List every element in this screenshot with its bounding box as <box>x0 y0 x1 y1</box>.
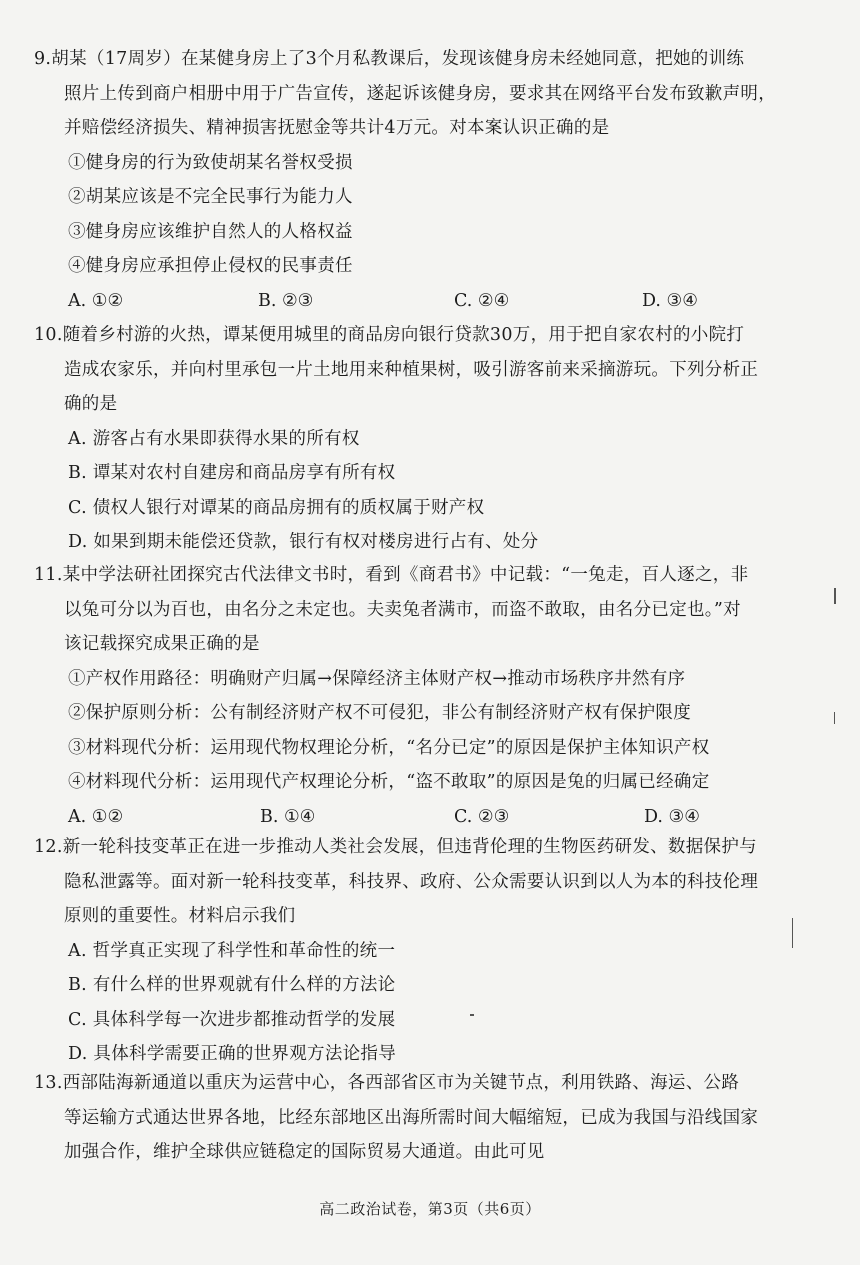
question-stem-line: 以兔可分以为百也，由名分之未定也。夫卖兔者满市，而盗不敢取，由名分已定也。”对 <box>64 599 741 620</box>
question-number: 13. <box>34 1073 63 1093</box>
question-number: 10. <box>34 325 63 345</box>
statement: ③健身房应该维护自然人的人格权益 <box>68 221 353 242</box>
question-stem-line <box>34 558 828 593</box>
question-stem-line <box>34 1066 828 1101</box>
scan-speck <box>834 712 835 724</box>
question-13 <box>34 1066 828 1170</box>
option-a[interactable]: A. 哲学真正实现了科学性和革命性的统一 <box>68 940 396 961</box>
question-stem-line: 等运输方式通达世界各地，比经东部地区出海所需时间大幅缩短，已成为我国与沿线国家 <box>64 1107 759 1128</box>
question-stem-line <box>34 318 828 353</box>
option-c[interactable]: C. 债权人银行对谭某的商品房拥有的质权属于财产权 <box>68 497 485 518</box>
statement: ④健身房应承担停止侵权的民事责任 <box>68 256 353 276</box>
stem-text: 胡某（17周岁）在某健身房上了3个月私教课后，发现该健身房未经她同意，把她的训练 <box>51 49 745 69</box>
scan-speck <box>470 1014 474 1016</box>
question-number: 11. <box>34 565 63 585</box>
scan-speck <box>792 918 793 948</box>
option-b[interactable]: B. 谭某对农村自建房和商品房享有所有权 <box>68 463 396 483</box>
choices-row <box>34 800 828 835</box>
option-b[interactable]: B. 有什么样的世界观就有什么样的方法论 <box>68 975 396 995</box>
scan-speck <box>834 588 836 604</box>
option-a[interactable]: A. 游客占有水果即获得水果的所有权 <box>68 428 360 449</box>
statement: ②保护原则分析：公有制经济财产权不可侵犯，非公有制经济财产权有保护限度 <box>68 703 691 723</box>
choice-a[interactable]: A. ①② <box>68 806 124 827</box>
question-stem-line: 并赔偿经济损失、精神损害抚慰金等共计4万元。对本案认识正确的是 <box>64 118 610 138</box>
statement: ③材料现代分析：运用现代物权理论分析，“名分已定”的原因是保护主体知识产权 <box>68 737 710 758</box>
choice-d[interactable]: D. ③④ <box>642 290 698 311</box>
stem-text: 某中学法研社团探究古代法律文书时，看到《商君书》中记载：“一兔走，百人逐之，非 <box>62 565 749 585</box>
option-d[interactable]: D. 如果到期未能偿还贷款，银行有权对楼房进行占有、处分 <box>68 532 539 552</box>
question-stem-line <box>34 830 828 865</box>
question-stem-line: 造成农家乐，并向村里承包一片土地用来种植果树，吸引游客前来采摘游玩。下列分析正 <box>64 359 759 380</box>
stem-text: 随着乡村游的火热，谭某便用城里的商品房向银行贷款30万，用于把自家农村的小院打 <box>62 325 745 345</box>
question-number: 9. <box>34 49 52 69</box>
question-10 <box>34 318 828 560</box>
question-stem-line: 该记载探究成果正确的是 <box>64 634 260 654</box>
question-stem-line: 原则的重要性。材料启示我们 <box>64 906 296 926</box>
question-stem-line <box>34 42 828 77</box>
choice-b[interactable]: B. ②③ <box>258 290 314 311</box>
statement: ④材料现代分析：运用现代产权理论分析，“盗不敢取”的原因是兔的归属已经确定 <box>68 772 710 792</box>
question-stem-line: 加强合作，维护全球供应链稳定的国际贸易大通道。由此可见 <box>64 1142 545 1162</box>
statement: ①产权作用路径：明确财产归属→保障经济主体财产权→推动市场秩序井然有序 <box>68 668 686 689</box>
choices-row <box>34 284 828 319</box>
question-stem-line: 隐私泄露等。面对新一轮科技变革，科技界、政府、公众需要认识到以人为本的科技伦理 <box>64 871 759 892</box>
statement: ①健身房的行为致使胡某名誉权受损 <box>68 152 353 173</box>
option-c[interactable]: C. 具体科学每一次进步都推动哲学的发展 <box>68 1009 396 1030</box>
choice-c[interactable]: C. ②③ <box>454 806 510 827</box>
choice-d[interactable]: D. ③④ <box>644 806 700 827</box>
question-9 <box>34 42 828 318</box>
choice-a[interactable]: A. ①② <box>68 290 124 311</box>
option-d[interactable]: D. 具体科学需要正确的世界观方法论指导 <box>68 1044 397 1064</box>
page-footer: 高二政治试卷，第3页（共6页） <box>319 1200 541 1218</box>
question-stem-line: 确的是 <box>64 394 118 414</box>
choice-b[interactable]: B. ①④ <box>260 806 316 827</box>
question-stem-line: 照片上传到商户相册中用于广告宣传，遂起诉该健身房，要求其在网络平台发布致歉声明， <box>64 83 776 104</box>
question-12 <box>34 830 828 1072</box>
question-11 <box>34 558 828 834</box>
stem-text: 西部陆海新通道以重庆为运营中心，各西部省区市为关键节点，利用铁路、海运、公路 <box>62 1073 740 1093</box>
choice-c[interactable]: C. ②④ <box>454 290 510 311</box>
stem-text: 新一轮科技变革正在进一步推动人类社会发展，但违背伦理的生物医药研发、数据保护与 <box>62 837 757 857</box>
question-number: 12. <box>34 837 63 857</box>
statement: ②胡某应该是不完全民事行为能力人 <box>68 187 353 207</box>
